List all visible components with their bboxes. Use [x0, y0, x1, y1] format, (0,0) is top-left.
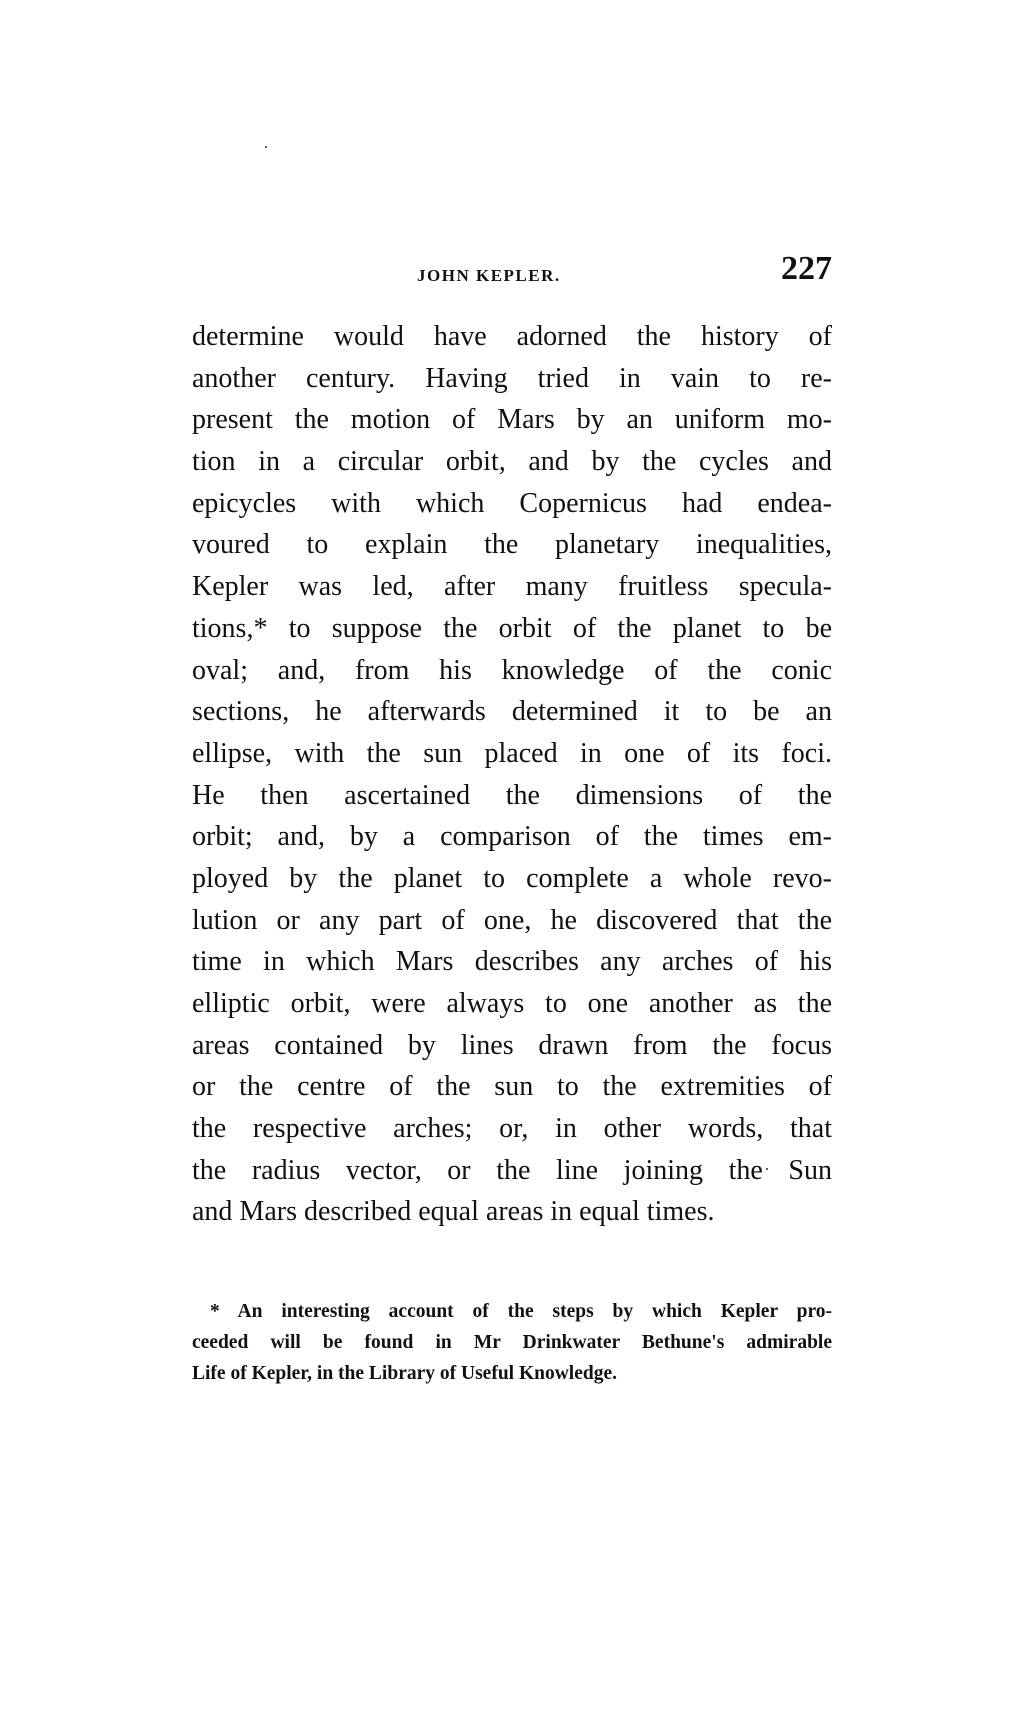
running-head: JOHN KEPLER. [417, 266, 561, 285]
text-line: areas contained by lines drawn from the focus [192, 1029, 832, 1061]
text-line: Kepler was led, after many fruitless specula- [192, 571, 832, 603]
footnote-line: Life of Kepler, in the Library of Useful Knowledge. [192, 1363, 618, 1384]
footnote-line: * An interesting account of the steps by which Kepler pro- [210, 1301, 832, 1322]
text-line: time in which Mars describes any arches of his [192, 946, 832, 978]
text-line: the respective arches; or, in other words, that [192, 1113, 832, 1145]
page-header [192, 250, 832, 290]
page-number: 227 [781, 250, 832, 287]
text-line: voured to explain the planetary inequalities, [192, 529, 832, 561]
body-text [192, 316, 832, 1233]
text-line: or the centre of the sun to the extremities of [192, 1071, 832, 1103]
text-line: the radius vector, or the line joining the Sun [192, 1154, 832, 1186]
text-line: oval; and, from his knowledge of the conic [192, 654, 832, 686]
text-line: sections, he afterwards determined it to be an [192, 696, 832, 728]
text-line: and Mars described equal areas in equal times. [192, 1196, 715, 1228]
text-line: He then ascertained the dimensions of the [192, 779, 832, 811]
text-line: ellipse, with the sun placed in one of its foci. [192, 737, 832, 769]
footnote [192, 1296, 832, 1389]
text-line: tion in a circular orbit, and by the cycles and [192, 446, 832, 478]
text-line: ployed by the planet to complete a whole revo- [192, 862, 832, 894]
text-line: tions,* to suppose the orbit of the planet to be [192, 612, 832, 644]
text-line: determine would have adorned the history of [192, 321, 832, 352]
text-line: elliptic orbit, were always to one another as the [192, 988, 832, 1019]
text-line: another century. Having tried in vain to re- [192, 362, 832, 394]
paper-speck [265, 146, 267, 148]
text-line: lution or any part of one, he discovered that the [192, 904, 832, 936]
text-line: orbit; and, by a comparison of the times em- [192, 821, 832, 853]
text-line: present the motion of Mars by an uniform mo- [192, 404, 832, 436]
footnote-line: ceeded will be found in Mr Drinkwater Bethune's admirable [192, 1332, 832, 1353]
text-line: epicycles with which Copernicus had endea- [192, 487, 832, 519]
